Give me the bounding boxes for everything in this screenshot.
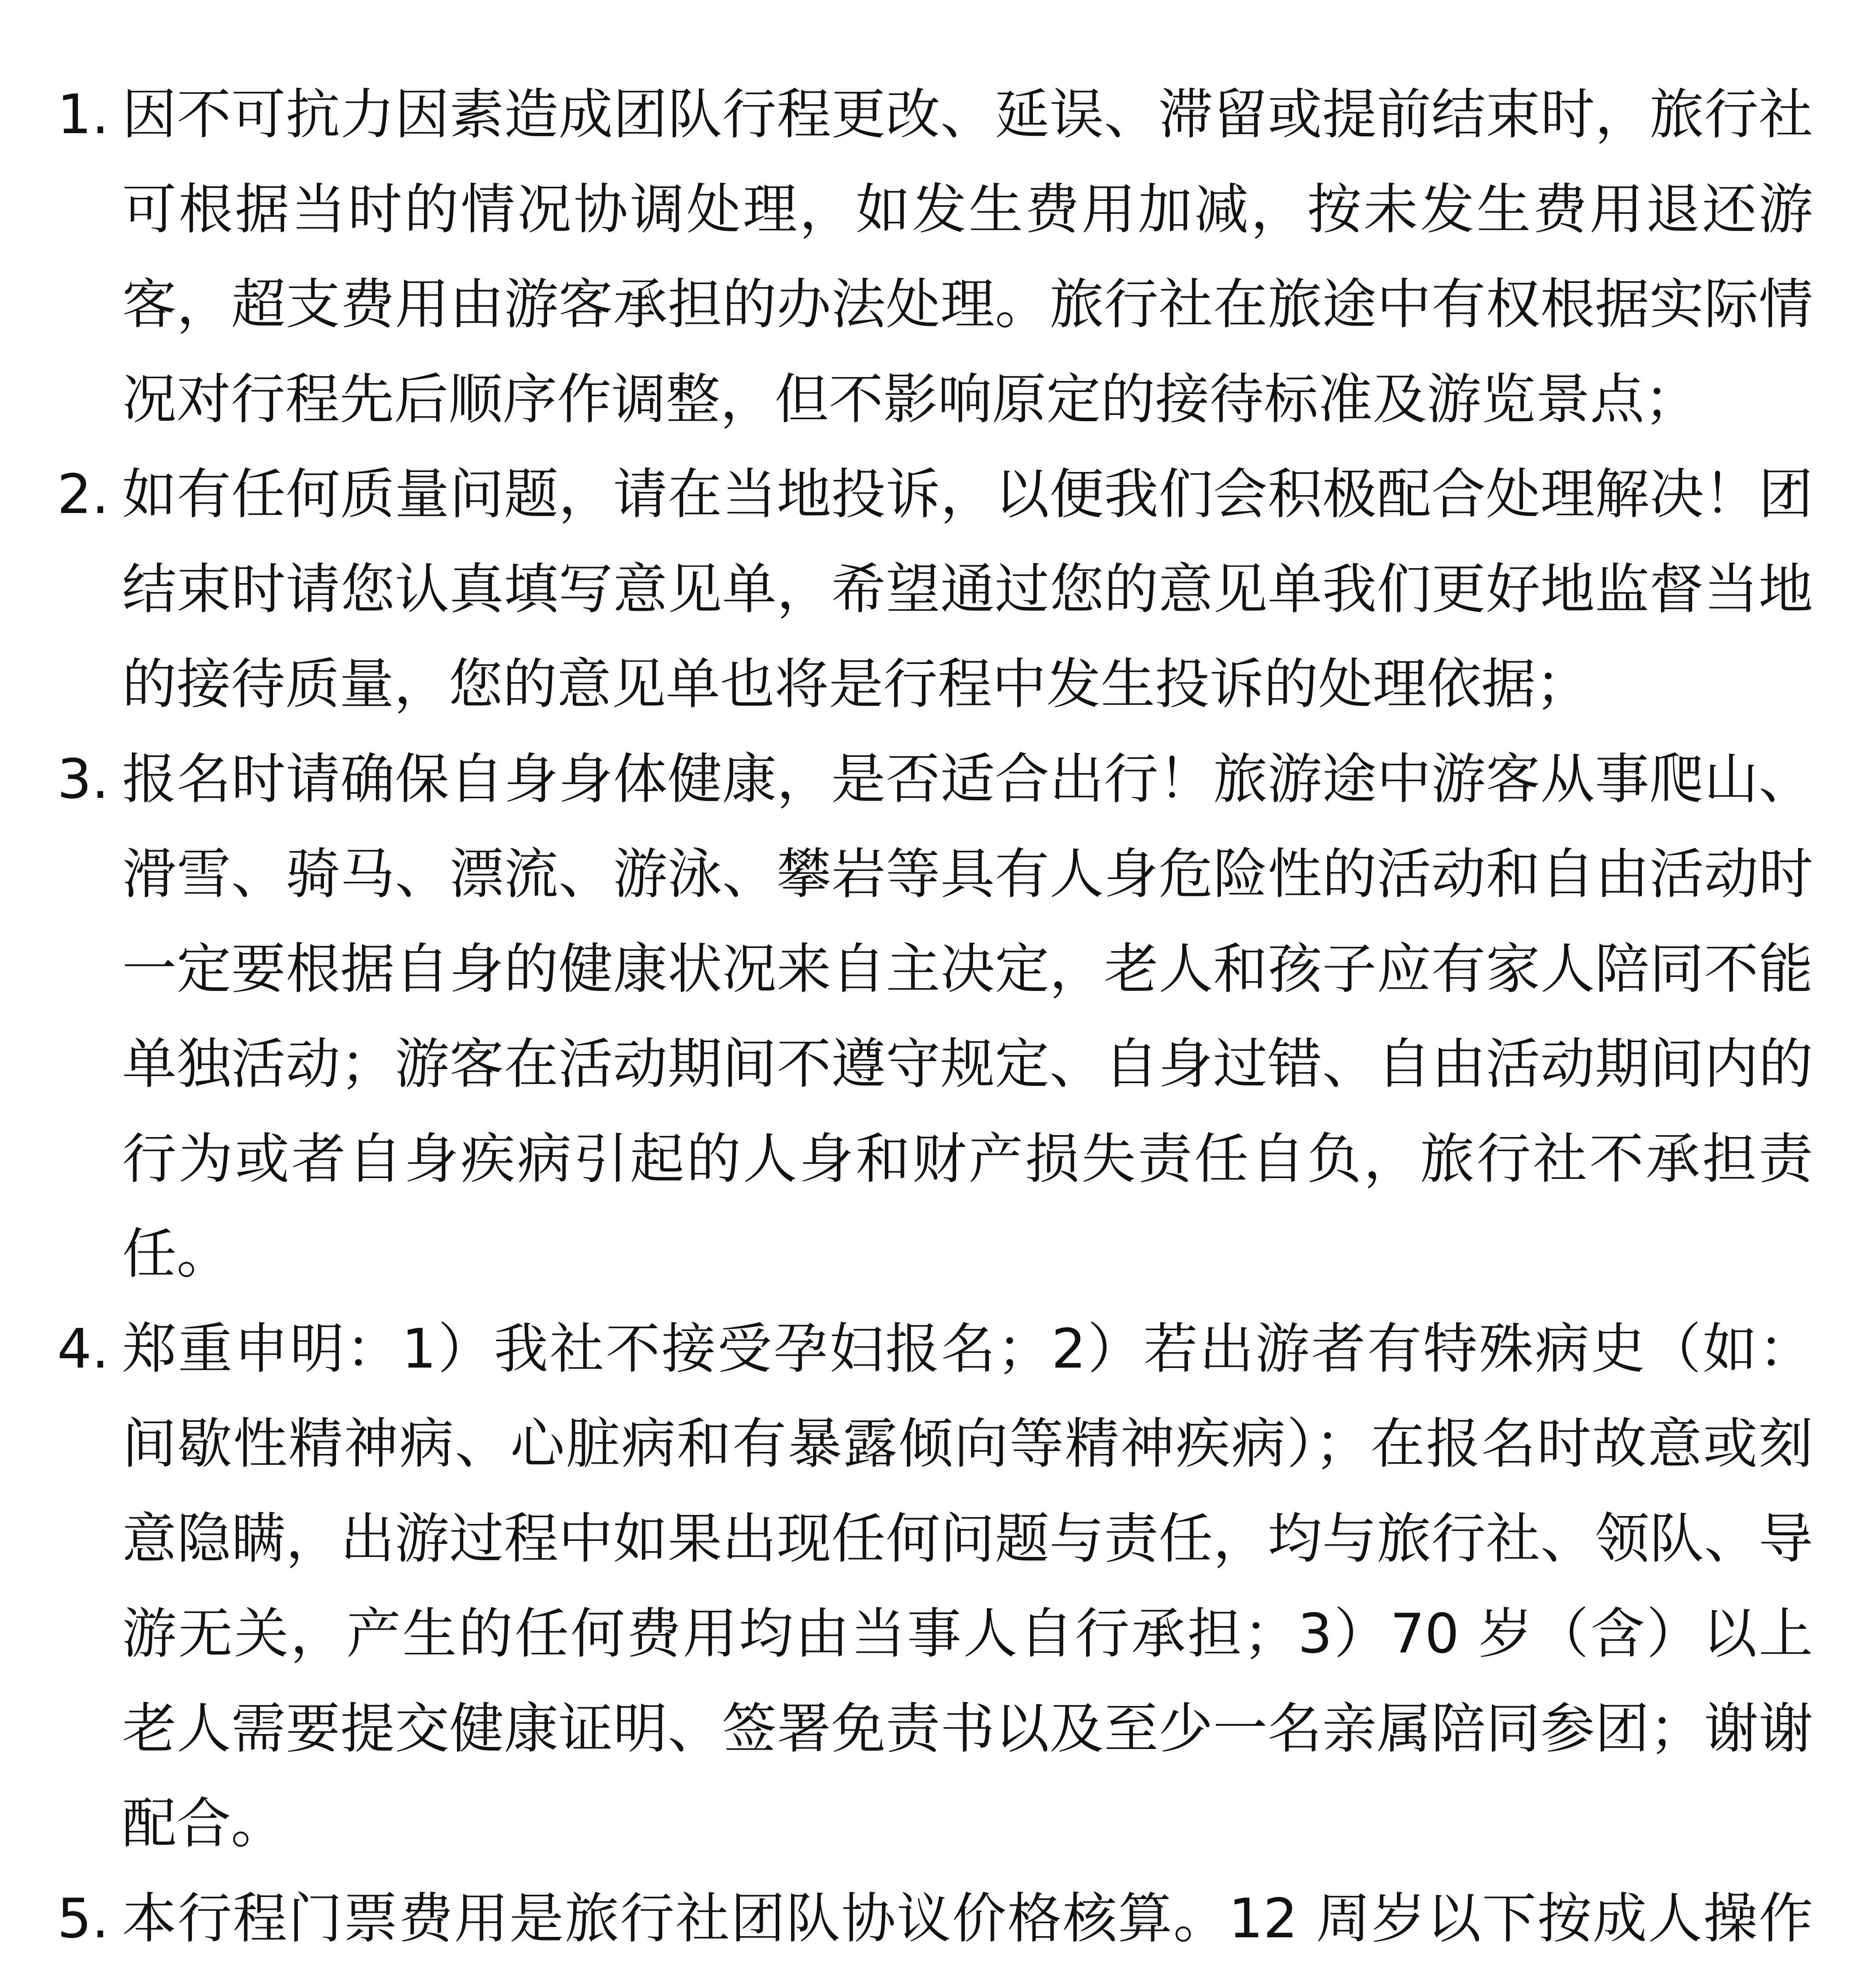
notice-item-3: [0, 732, 1852, 1301]
notice-text: 报名时请确保自身身体健康，是否适合出行！旅游途中游客从事爬山、滑雪、骑马、漂流、游泳、攀岩等具有人身危险性的活动和自由活动时一定要根据自身的健康状况来自主决定，老人和孩子应有家人陪同不能单独活动；游客在活动期间不遵守规定、自身过错、自由活动期间内的行为或者自身疾病引起的人身和财产损失责任自负，旅行社不承担责任。: [122, 747, 1813, 1286]
notice-item-5: [0, 1871, 1852, 1970]
notice-number: 4.: [57, 1317, 109, 1381]
notice-item-4: [0, 1301, 1852, 1871]
notice-text: 郑重申明：1）我社不接受孕妇报名；2）若出游者有特殊病史（如：间歇性精神病、心脏病和有暴露倾向等精神疾病）；在报名时故意或刻意隐瞒，出游过程中如果出现任何问题与责任，均与旅行社、领队、导游无关，产生的任何费用均由当事人自行承担；3）70 岁（含）以上老人需要提交健康证明、签署免责书以及至少一名亲属陪同参团；谢谢配合。: [122, 1317, 1813, 1855]
notice-text: 如有任何质量问题，请在当地投诉，以便我们会积极配合处理解决！团结束时请您认真填写意见单，希望通过您的意见单我们更好地监督当地的接待质量，您的意见单也将是行程中发生投诉的处理依据；: [122, 463, 1813, 716]
notice-number: 5.: [57, 1887, 109, 1950]
notice-number: 2.: [57, 463, 109, 526]
notice-item-1: [0, 67, 1852, 447]
notice-item-2: [0, 447, 1852, 732]
notice-number: 1.: [57, 83, 109, 146]
notice-list: [0, 67, 1852, 1970]
notice-number: 3.: [57, 747, 109, 811]
notice-text: 因不可抗力因素造成团队行程更改、延误、滞留或提前结束时，旅行社可根据当时的情况协调处理，如发生费用加减，按未发生费用退还游客，超支费用由游客承担的办法处理。旅行社在旅途中有权根据实际情况对行程先后顺序作调整，但不影响原定的接待标准及游览景点；: [122, 83, 1813, 431]
notice-text: 本行程门票费用是旅行社团队协议价格核算。12 周岁以下按成人操作: [122, 1887, 1813, 1950]
